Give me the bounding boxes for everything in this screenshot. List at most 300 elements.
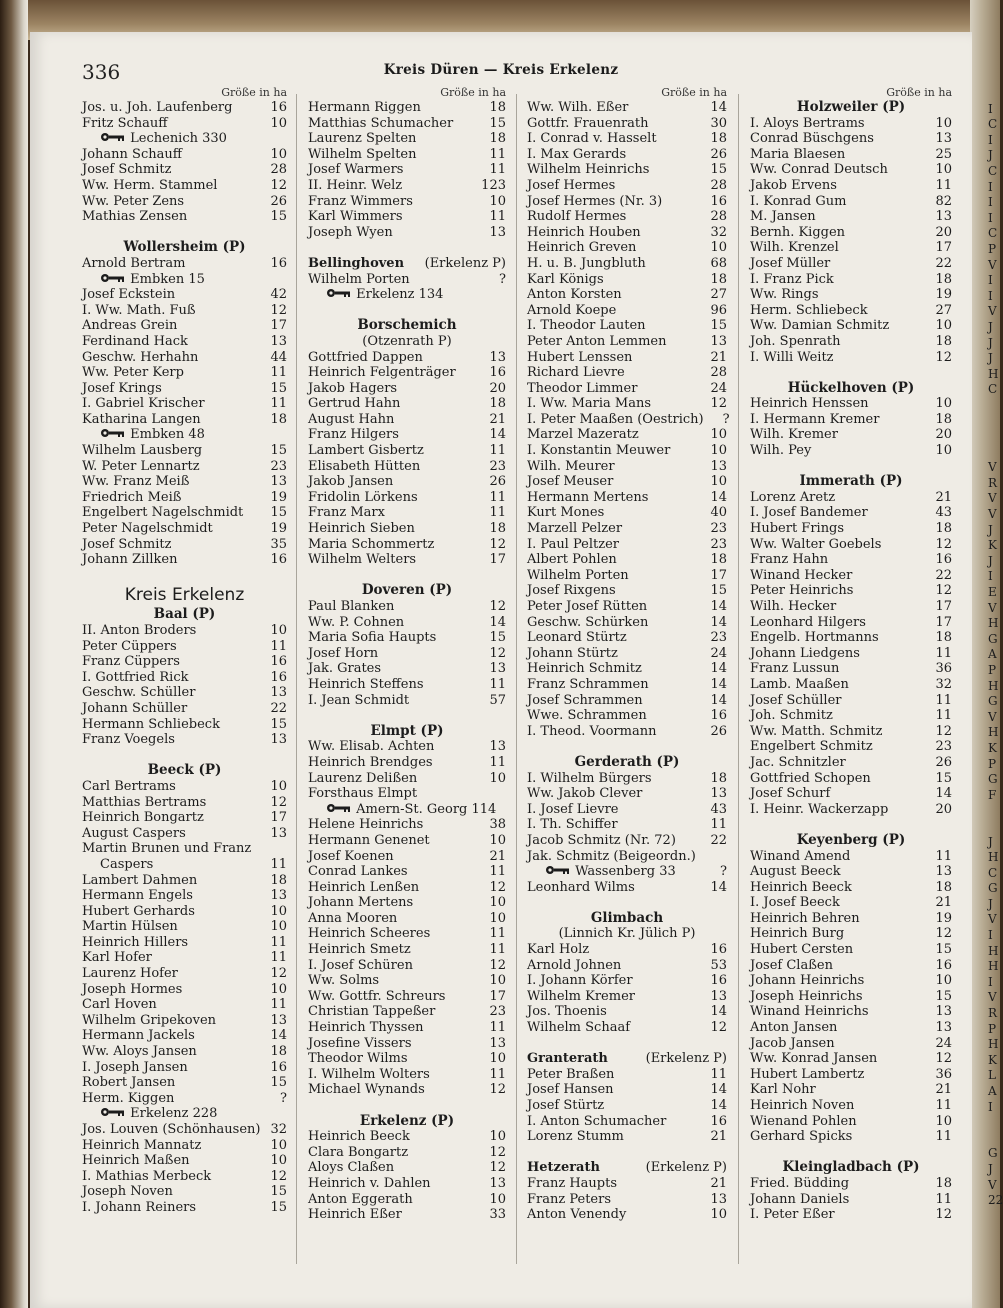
owner-name: Johann Schüller [82, 700, 188, 716]
area-value: 14 [710, 692, 727, 708]
area-value: 14 [270, 1028, 287, 1044]
owner-entry [82, 857, 287, 873]
owner-entry [308, 1192, 506, 1208]
owner-entry [750, 256, 952, 272]
area-value: 33 [489, 1207, 506, 1223]
owner-name: Arnold Johnen [527, 957, 622, 973]
area-value: 16 [710, 708, 727, 724]
owner-name: Johann Daniels [750, 1191, 850, 1207]
owner-entry [750, 708, 952, 724]
area-value: 20 [489, 380, 506, 396]
village-heading: Holzweiler (P) [796, 99, 906, 115]
spacer [308, 240, 506, 256]
owner-name: I. Ww. Math. Fuß [82, 302, 196, 318]
telephone-entry [100, 131, 261, 147]
owner-name: Geschw. Schüller [82, 685, 196, 701]
owner-name: Franz Marx [308, 505, 385, 521]
owner-name: Ww. Conrad Deutsch [750, 162, 888, 178]
owner-entry [82, 256, 287, 272]
area-value: 15 [270, 380, 287, 396]
owner-name: Ww. P. Cohnen [308, 614, 405, 630]
owner-name: Heinrich Houben [527, 224, 641, 240]
owner-entry [82, 685, 287, 701]
area-value: 19 [935, 910, 952, 926]
owner-entry [308, 880, 506, 896]
owner-entry [750, 303, 952, 319]
owner-name: Arnold Koepe [527, 302, 617, 318]
owner-name: I. Peter Maaßen (Oestrich) [527, 411, 704, 427]
area-value: 16 [935, 552, 952, 568]
column-3 [527, 86, 730, 1223]
area-value: 14 [710, 879, 727, 895]
owner-entry [750, 1176, 952, 1192]
owner-entry [82, 841, 287, 857]
cut-off-text: H [988, 366, 999, 381]
owner-entry [750, 209, 952, 225]
area-value: 17 [270, 810, 287, 826]
owner-name: Conrad Lankes [308, 864, 408, 880]
owner-name: Wilh. Krenzel [750, 240, 839, 256]
owner-entry [308, 178, 506, 194]
telephone-entry [545, 864, 701, 880]
owner-entry [750, 240, 952, 256]
owner-name: Laurenz Delißen [308, 770, 418, 786]
area-value: 11 [935, 1098, 952, 1113]
owner-entry [308, 552, 506, 568]
area-value: 10 [710, 427, 727, 443]
owner-name: Josef Schurf [750, 786, 831, 802]
cut-off-text: V [988, 257, 997, 272]
owner-name: I. Jean Schmidt [308, 692, 410, 708]
owner-name: Ferdinand Hack [82, 333, 188, 349]
owner-name: I. Joseph Jansen [82, 1059, 188, 1075]
owner-name: Matthias Schumacher [308, 115, 454, 131]
owner-name: II. Anton Broders [82, 623, 197, 638]
owner-name: Ww. Walter Goebels [750, 536, 882, 552]
owner-entry [82, 521, 287, 537]
telephone-entry [100, 272, 261, 288]
owner-entry [82, 552, 287, 568]
owner-name: Joseph Heinrichs [750, 988, 863, 1004]
owner-name: Hermann Genenet [308, 832, 430, 848]
owner-name: Heinrich Steffens [308, 676, 424, 692]
owner-entry [308, 521, 506, 537]
owner-name: Josef Krings [82, 380, 162, 396]
owner-entry [750, 334, 952, 350]
owner-entry [750, 350, 952, 366]
area-value: 22 [935, 255, 952, 271]
cut-off-text: H [988, 678, 999, 693]
owner-entry [308, 677, 506, 693]
owner-name: Jos. u. Joh. Laufenberg [82, 100, 233, 115]
owner-entry [308, 911, 506, 927]
area-value: 23 [710, 630, 727, 646]
area-value: 14 [710, 614, 727, 630]
owner-entry [82, 443, 287, 459]
owner-entry [308, 194, 506, 210]
running-head: Kreis Düren — Kreis Erkelenz [383, 62, 619, 78]
area-value: 10 [710, 1207, 727, 1223]
owner-entry [82, 873, 287, 889]
cut-off-text [988, 1115, 1002, 1131]
owner-entry [308, 225, 506, 241]
owner-name: Engelbert Nagelschmidt [82, 505, 244, 521]
owner-name: August Hahn [308, 411, 395, 427]
area-value: 16 [710, 1113, 727, 1129]
cut-off-text: C [988, 382, 998, 397]
area-value: 21 [710, 1129, 727, 1145]
owner-name: Peter Nagelschmidt [82, 521, 213, 537]
owner-name: Paul Blanken [308, 599, 395, 614]
owner-entry [82, 178, 287, 194]
area-value: 13 [270, 685, 287, 701]
telephone-line [308, 287, 506, 303]
owner-entry [527, 630, 727, 646]
area-value: 15 [935, 770, 952, 786]
owner-name: Wienand Pohlen [750, 1113, 857, 1129]
area-value: 17 [935, 614, 952, 630]
owner-entry [82, 795, 287, 811]
owner-name: I. Theod. Voormann [527, 723, 657, 739]
area-value: 18 [489, 521, 506, 537]
owner-entry [527, 724, 727, 740]
village-subheading: (Linnich Kr. Jülich P) [558, 926, 696, 942]
owner-entry [82, 100, 287, 116]
area-value: 16 [935, 957, 952, 973]
owner-name: Wilhelm Schaaf [527, 1020, 631, 1036]
area-value: 12 [270, 177, 287, 193]
owner-name: Richard Lievre [527, 365, 625, 381]
area-value: 13 [270, 732, 287, 748]
area-value: 13 [489, 661, 506, 677]
owner-name: Ww. Franz Meiß [82, 474, 190, 490]
area-value: 18 [710, 271, 727, 287]
owner-entry [82, 950, 287, 966]
area-value: 53 [710, 957, 727, 973]
owner-name: I. Theodor Lauten [527, 318, 646, 334]
owner-entry [308, 1145, 506, 1161]
telephone-extra: 114 [471, 801, 497, 817]
owner-name: Franz Hahn [750, 552, 829, 568]
area-value: 18 [935, 1175, 952, 1191]
owner-name: M. Jansen [750, 209, 816, 225]
owner-entry [527, 287, 727, 303]
owner-name: Lambert Gisbertz [308, 443, 424, 459]
owner-entry [750, 1067, 952, 1083]
page-number: 336 [82, 60, 121, 84]
cut-off-text: V [988, 912, 997, 927]
area-value: 13 [710, 786, 727, 802]
owner-entry [308, 427, 506, 443]
owner-entry [82, 209, 287, 225]
owner-entry [308, 365, 506, 381]
owner-name: Heinrich Felgenträger [308, 365, 456, 381]
area-value: 35 [270, 536, 287, 552]
owner-entry [82, 888, 287, 904]
area-value: 11 [710, 817, 727, 833]
owner-name: I. Wilhelm Wolters [308, 1066, 430, 1082]
owner-name: Josef Schmitz [82, 536, 172, 552]
owner-name: Johann Stürtz [527, 645, 618, 661]
area-value: 26 [935, 754, 952, 770]
area-value: 14 [935, 786, 952, 802]
owner-entry [82, 396, 287, 412]
area-value: 11 [489, 209, 506, 225]
cut-off-text: J [988, 553, 993, 568]
spacer [750, 459, 952, 475]
owner-entry [750, 895, 952, 911]
spacer [750, 365, 952, 381]
owner-entry [527, 100, 727, 116]
owner-name: Jak. Grates [308, 661, 382, 677]
area-value: 17 [270, 318, 287, 334]
owner-entry [527, 771, 727, 787]
area-value: 32 [935, 676, 952, 692]
village-heading: Doveren (P) [361, 582, 453, 599]
owner-entry [750, 131, 952, 147]
area-value: 13 [935, 131, 952, 147]
owner-entry [82, 350, 287, 366]
area-value: 57 [489, 692, 506, 708]
owner-name: Ww. Aloys Jansen [82, 1044, 197, 1060]
key-icon [100, 1106, 126, 1122]
owner-name: W. Peter Lennartz [82, 458, 200, 474]
owner-name: Heinrich Beeck [308, 1129, 410, 1145]
area-value: 24 [710, 380, 727, 396]
owner-entry [308, 209, 506, 225]
owner-name: Gerhard Spicks [750, 1129, 853, 1145]
owner-entry [308, 1020, 506, 1036]
owner-name: Jacob Schmitz (Nr. 72) [527, 832, 676, 848]
telephone-number: Embken 48 [130, 427, 205, 443]
owner-name: I. Paul Peltzer [527, 536, 619, 552]
area-value: 96 [710, 302, 727, 318]
cut-off-text: V [988, 491, 997, 506]
owner-entry [527, 303, 727, 319]
column-4 [750, 86, 952, 1223]
owner-name: Robert Jansen [82, 1075, 176, 1091]
owner-name: I. Peter Eßer [750, 1207, 835, 1223]
owner-entry [750, 739, 952, 755]
owner-name: Christian Tappeßer [308, 1004, 436, 1020]
owner-name: Marzell Pelzer [527, 521, 623, 537]
area-value: 11 [270, 950, 287, 966]
area-value: 14 [710, 599, 727, 614]
owner-entry [82, 474, 287, 490]
owner-entry [82, 670, 287, 686]
area-value: 26 [270, 193, 287, 209]
column-1 [82, 86, 287, 1216]
area-value: 12 [935, 1207, 952, 1223]
owner-entry [750, 427, 952, 443]
area-value: 18 [270, 872, 287, 888]
area-value: 16 [710, 942, 727, 958]
area-value: 12 [489, 1144, 506, 1160]
village-heading: Baal (P) [153, 606, 216, 623]
area-value: 10 [270, 115, 287, 131]
area-value: 10 [935, 1113, 952, 1129]
owner-name: I. Johann Körfer [527, 973, 633, 989]
area-value: 30 [710, 115, 727, 131]
owner-entry [82, 639, 287, 655]
owner-name: Jos. Thoenis [527, 1004, 607, 1020]
area-value: 14 [710, 1098, 727, 1113]
owner-entry [527, 490, 727, 506]
owner-entry [82, 1044, 287, 1060]
village-heading: Kleingladbach (P) [782, 1159, 920, 1176]
owner-name: Anton Jansen [750, 1020, 838, 1036]
owner-entry [527, 1176, 727, 1192]
owner-entry [750, 942, 952, 958]
area-value: 10 [270, 1137, 287, 1153]
owner-entry [750, 490, 952, 506]
owner-name: Franz Lussun [750, 661, 840, 677]
area-value: 19 [270, 489, 287, 505]
owner-entry [527, 677, 727, 693]
owner-entry [527, 693, 727, 709]
cut-off-text: V [988, 460, 997, 475]
owner-entry [527, 459, 727, 475]
owner-entry [750, 318, 952, 334]
owner-entry [82, 779, 287, 795]
village-heading-parish: (Erkelenz P) [645, 1160, 727, 1176]
owner-entry [82, 1122, 287, 1138]
owner-entry [308, 630, 506, 646]
owner-name: Josef Hermes [527, 177, 616, 193]
column-divider [738, 94, 739, 1264]
area-value: 21 [489, 848, 506, 864]
owner-name: Maria Sofia Haupts [308, 630, 437, 646]
owner-entry [527, 802, 727, 818]
cut-off-text: G [988, 881, 998, 896]
area-value: 12 [935, 536, 952, 552]
cut-off-text: C [988, 226, 998, 241]
area-value: 15 [489, 630, 506, 646]
area-value: 10 [489, 193, 506, 209]
owner-entry [527, 521, 727, 537]
owner-name: Wwe. Schrammen [527, 708, 647, 724]
owner-name: Herm. Schliebeck [750, 302, 868, 318]
owner-entry [527, 209, 727, 225]
owner-entry [527, 942, 727, 958]
owner-entry [527, 381, 727, 397]
cut-off-text: C [988, 117, 998, 132]
area-value: 11 [489, 443, 506, 459]
area-value: 18 [710, 131, 727, 147]
area-value: 15 [935, 988, 952, 1004]
telephone-number: Erkelenz [130, 1106, 189, 1122]
area-value: 12 [270, 302, 287, 318]
area-value: 28 [710, 209, 727, 225]
owner-entry [750, 116, 952, 132]
owner-entry [750, 615, 952, 631]
owner-name: Heinrich Hillers [82, 934, 189, 950]
owner-name: Ww. Konrad Jansen [750, 1051, 878, 1067]
area-value: 18 [935, 333, 952, 349]
owner-name: Wilh. Pey [750, 443, 812, 459]
cut-off-text [988, 413, 1002, 429]
owner-name: Hermann Mertens [527, 489, 649, 505]
cut-off-text: K [988, 740, 997, 755]
owner-name: Johann Schauff [82, 146, 182, 162]
cut-off-text: I [988, 195, 993, 210]
cut-off-text: L [988, 1068, 996, 1083]
cut-off-text: C [988, 865, 998, 880]
owner-entry [750, 505, 952, 521]
owner-entry [82, 147, 287, 163]
owner-name: Heinrich Brendges [308, 754, 433, 770]
owner-name: Engelbert Schmitz [750, 739, 873, 755]
owner-entry [527, 568, 727, 584]
owner-entry [308, 1036, 506, 1052]
owner-name: Peter Cüppers [82, 638, 177, 654]
area-value: 11 [270, 365, 287, 381]
owner-entry [82, 1060, 287, 1076]
area-value: 15 [710, 318, 727, 334]
owner-entry [527, 1192, 727, 1208]
owner-entry [308, 162, 506, 178]
spacer [308, 1098, 506, 1114]
cut-off-text: I [988, 288, 993, 303]
key-icon [326, 287, 352, 303]
area-value: 13 [489, 1175, 506, 1191]
owner-name: Gottfried Dappen [308, 349, 423, 365]
district-heading: Kreis Erkelenz [124, 585, 245, 606]
owner-name: I. Heinr. Wackerzapp [750, 801, 889, 817]
owner-entry [750, 537, 952, 553]
area-value: 14 [489, 427, 506, 443]
area-value: 11 [935, 177, 952, 193]
telephone-number: Amern-St. Georg [356, 801, 468, 817]
owner-entry [750, 1004, 952, 1020]
area-value: 11 [935, 848, 952, 864]
owner-name: Ww. Elisab. Achten [308, 739, 435, 755]
cut-off-text: I [988, 928, 993, 943]
area-value: 12 [489, 536, 506, 552]
cut-off-text: 22 [988, 1193, 1003, 1208]
cut-off-text: I [988, 273, 993, 288]
area-value: 11 [489, 926, 506, 942]
area-value: 14 [489, 614, 506, 630]
cut-off-text: H [988, 1037, 999, 1052]
area-value: 13 [710, 988, 727, 1004]
owner-name: Martin Hülsen [82, 919, 178, 935]
owner-name: Anton Venendy [527, 1207, 627, 1223]
area-value: 11 [489, 489, 506, 505]
owner-name: Fritz Schauff [82, 115, 168, 131]
area-value: 13 [710, 333, 727, 349]
owner-name: Conrad Büschgens [750, 131, 874, 147]
area-value: 18 [710, 770, 727, 786]
owner-entry [750, 1036, 952, 1052]
owner-entry [750, 973, 952, 989]
cut-off-text: I [988, 132, 993, 147]
owner-entry [82, 334, 287, 350]
area-value: 12 [710, 396, 727, 412]
owner-name: Leonhard Hilgers [750, 614, 866, 630]
cut-off-text: I [988, 569, 993, 584]
owner-name: Matthias Bertrams [82, 794, 207, 810]
area-value: 10 [710, 443, 727, 459]
village-heading [527, 1051, 727, 1067]
cut-off-text: G [988, 1146, 998, 1161]
owner-entry [308, 755, 506, 771]
owner-entry [82, 1091, 287, 1107]
size-column-header: Größe in ha [661, 86, 727, 99]
owner-name: Josef Koenen [308, 848, 394, 864]
owner-name: I. Th. Schiffer [527, 817, 618, 833]
area-value: 43 [935, 505, 952, 521]
